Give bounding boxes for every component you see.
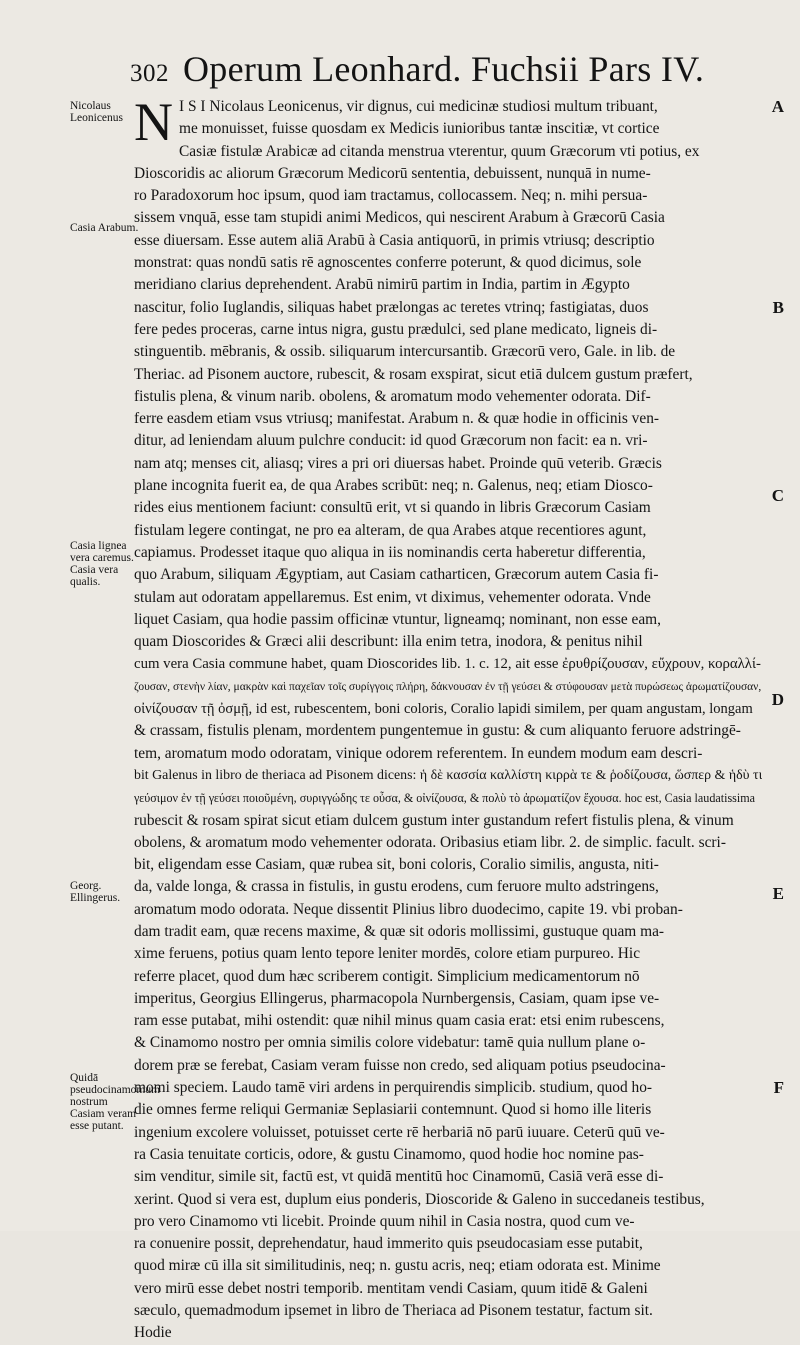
section-letter-e: E: [772, 884, 784, 903]
text-line: pro vero Cinamomo vti licebit. Proinde quum nihil in Casia nostra, quod cum ve-: [134, 1212, 635, 1230]
margin-note-pseudocinamomum: Quidā pseudocinamomum nostrum Casiam veram esse putant.: [70, 1072, 161, 1132]
text-line: I S I Nicolaus Leonicenus, vir dignus, cui medicinæ studiosi multum tribuant,: [179, 98, 658, 115]
text-line: rubescit & rosam spirat sicut etiam dulcem gustum inter gustandum refert fistulis plena, & vinum: [134, 811, 734, 829]
margin-note-casia-lignea: Casia lignea vera caremus. Casia vera qualis.: [70, 540, 134, 588]
text-line: Hodie: [134, 1324, 172, 1342]
section-letter-c: C: [771, 486, 784, 505]
text-line: xerint. Quod si vera est, duplum eius ponderis, Dioscoride & Galeno in succedaneis testibus,: [134, 1190, 705, 1208]
text-line: & crassam, fistulis plenam, mordentem pungentemue in gustu: & cum aliquanto feruore adstringē-: [134, 722, 741, 740]
text-line: dam tradit eam, quæ recens maxime, & quæ sit odoris mollissimi, gustuque quam ma-: [134, 922, 665, 940]
page-number: 302: [130, 60, 169, 87]
text-line: Theriac. ad Pisonem auctore, rubescit, & rosam exspirat, sicut etiā dulcem gustum præfert,: [134, 365, 693, 383]
drop-cap: N: [134, 92, 173, 152]
text-line: die omnes ferme reliqui Germaniæ Seplasiarii contemnunt. Quod si homo ille literis: [134, 1101, 652, 1119]
margin-note-leonicenus: Nicolaus Leonicenus: [70, 100, 124, 124]
text-line: xime feruens, potius quam lento tepore leniter mordēs, colore etiam purpureo. Hic: [134, 945, 641, 963]
text-line: capiamus. Prodesset itaque quo aliqua in iis nominandis certa haberetur differentia,: [134, 543, 646, 561]
text-line: aromatum modo odorata. Neque dissentit Plinius libro duodecimo, capite 19. vbi proban-: [134, 900, 683, 918]
margin-note-casia-arabum: Casia Arabum.: [70, 222, 139, 234]
text-line: & Cinamomo nostro per omnia similis colore videbatur: tamē quia nullum plane o-: [134, 1034, 646, 1052]
text-line: bit Galenus in libro de theriaca ad Pisonem dicens: ἡ δὲ κασσία καλλίστη κιρρὰ τε & ῥοδίζουσα, ὥσπερ & ἡδὺ τι: [134, 767, 762, 783]
text-line: Dioscoridis ac aliorum Græcorum Medicorū sententia, debuissent, nunquā in nume-: [134, 164, 651, 182]
text-line: ζουσαν, στενὴν λίαν, μακρὰν καὶ παχεῖαν τοῖς συρίγγοις πλήρη, δάκνουσαν ἐν τῇ γεύσει & στύφουσαν μετὰ πυρώσεως ἀρωματίζουσαν,: [134, 680, 762, 693]
page-header: [130, 48, 730, 96]
text-line: ro Paradoxorum hoc ipsum, quod iam tractamus, collocassem. Neq; n. mihi persua-: [134, 187, 648, 205]
text-line: obolens, & aromatum modo vehementer odorata. Oribasius etiam libr. 2. de simplic. facult. scri-: [134, 833, 726, 851]
text-line: me monuisset, fuisse quosdam ex Medicis iunioribus tantæ inscitiæ, vt cortice: [179, 120, 660, 138]
text-line: ram esse putabat, mihi ostendit: quæ nihil minus quam casia erat: etsi enim rubescens,: [134, 1012, 665, 1030]
text-line: vero mirū esse debet nostri temporib. mentitam vendi Casiam, quum itidē & Galeni: [134, 1279, 648, 1297]
text-line: rides eius mentionem faciunt: consultū erit, vt si quando in libris Græcorum Casiam: [134, 499, 651, 517]
text-line: fistulis plena, & vinum narib. obolens, & aromatum modo vehementer odorata. Dif-: [134, 387, 651, 405]
text-line: sim venditur, simile sit, factū est, vt quidā mentitū hoc Cinamomū, Casiā verā esse di-: [134, 1168, 664, 1186]
text-line: sissem vnquā, esse tam stupidi animi Medicos, qui nescirent Arabum à Græcorū Casia: [134, 209, 665, 227]
running-title: Operum Leonhard. Fuchsii Pars IV.: [183, 49, 705, 89]
text-line: meridiano clarius deprehendent. Arabū nimirū partim in India, partim in Ægypto: [134, 276, 630, 294]
text-line: quam Dioscorides & Græci alii describunt: illa enim tetra, inodora, & penitus nihil: [134, 633, 643, 651]
text-line: liquet Casiam, qua hodie passim officinæ vtuntur, ligneamq; nominant, non esse eam,: [134, 610, 661, 628]
text-line: referre placet, quod dum hæc scriberem contigit. Simplicium medicamentorum nō: [134, 967, 640, 985]
text-line: tem, aromatum modo odoratam, vinique odorem referentem. In eundem modum eam descri-: [134, 744, 703, 762]
text-line: nam atq; menses cit, aliasq; vires a pri ori diuersas habet. Proinde quū veterib. Græcis: [134, 454, 662, 472]
text-line: dorem præ se ferebat, Casiam veram fuisse non credo, sed aliquam potius pseudocina-: [134, 1056, 666, 1074]
text-line: ditur, ad leniendam aluum pulchre conducit: id quod Græcorum non facit: ea n. vri-: [134, 432, 648, 450]
text-line: stinguentib. mēbranis, & ossib. siliquarum intercursantib. Græcorū vero, Gale. in lib. de: [134, 343, 676, 361]
body-text: [134, 92, 764, 1345]
text-line: stulam aut odoratam appellaremus. Est enim, vt diximus, vehementer odorata. Vnde: [134, 588, 651, 606]
text-line: οἰνίζουσαν τῇ ὀσμῇ, id est, rubescentem, boni coloris, Coralio lapidi similem, per quam angustam, longam: [134, 701, 753, 718]
text-line: ra conuenire possit, deprehendatur, haud immerito quis pseudocasiam esse putabit,: [134, 1235, 643, 1253]
text-line: ferre easdem etiam vsus vtriusq; manifestat. Arabum n. & quæ hodie in officinis ven-: [134, 410, 660, 428]
text-line: esse diuersam. Esse autem aliā Arabū à Casia antiquorū, in primis vtriusq; descriptio: [134, 231, 655, 249]
text-line: momi speciem. Laudo tamē viri ardens in perquirendis simplicib. studium, quod ho-: [134, 1079, 653, 1097]
section-letter-f: F: [773, 1078, 784, 1097]
text-line: ingenium excolere voluisset, potuisset certe rē herbariā nō parū iuuare. Ceterū quū ve-: [134, 1123, 665, 1141]
text-line: nascitur, folio Iuglandis, siliquas habet prælongas ac teretes vtrinq; fastigiatas, duos: [134, 298, 649, 316]
section-letter-b: B: [772, 298, 784, 317]
text-line: sæculo, quemadmodum ipsemet in libro de Theriaca ad Pisonem testatur, factum sit.: [134, 1302, 653, 1320]
text-line: fistulam legere contingat, ne pro ea alteram, de qua Arabes atque recentiores agunt,: [134, 521, 647, 539]
text-line: imperitus, Georgius Ellingerus, pharmacopola Nurnbergensis, Casiam, quam ipse ve-: [134, 989, 660, 1007]
text-line: quo Arabum, siliquam Ægyptiam, aut Casiam catharticen, Græcorum autem Casia fi-: [134, 566, 659, 584]
text-line: bit, eligendam esse Casiam, quæ rubea sit, boni coloris, Coralio similis, angusta, niti-: [134, 856, 659, 874]
margin-note-ellingerus: Georg. Ellingerus.: [70, 880, 121, 904]
text-line: ra Casia tenuitate corticis, odore, & gustu Cinamomo, quod hodie hoc nomine pas-: [134, 1145, 644, 1163]
text-line: Casiæ fistulæ Arabicæ ad citanda menstrua vterentur, quum Græcorum vti potius, ex: [179, 142, 700, 160]
text-line: γεύσιμον ἐν τῇ γεύσει ποιοῦμένη, συριγγώδης τε οὖσα, & οἰνίζουσα, & πολὺ τὸ ἀρωματίζον ἔχουσα. hoc est, Casia laudatissima: [134, 791, 756, 806]
section-letter-d: D: [771, 690, 784, 709]
text-line: fere pedes proceras, carne intus nigra, gustu prædulci, sed plane medicato, ligneis di-: [134, 320, 658, 338]
text-line: da, valde longa, & crassa in fistulis, in gustu erodens, cum feruore multo adstringens,: [134, 878, 659, 896]
text-line: monstrat: quas nondū satis rē agnoscentes conferre poterunt, & quod dicimus, sole: [134, 254, 642, 272]
text-line: quod miræ cū illa sit similitudinis, neq; n. gustu acris, neq; etiam odorata est. Minime: [134, 1257, 661, 1275]
text-line: cum vera Casia commune habet, quam Dioscorides lib. 1. c. 12, ait esse ἐρυθρίζουσαν, εὔχρουν, κοραλλί-: [134, 656, 761, 673]
section-letter-a: A: [771, 97, 784, 116]
text-line: plane incognita fuerit ea, de qua Arabes scribūt: neq; n. Galenus, neq; etiam Diosco-: [134, 477, 653, 495]
